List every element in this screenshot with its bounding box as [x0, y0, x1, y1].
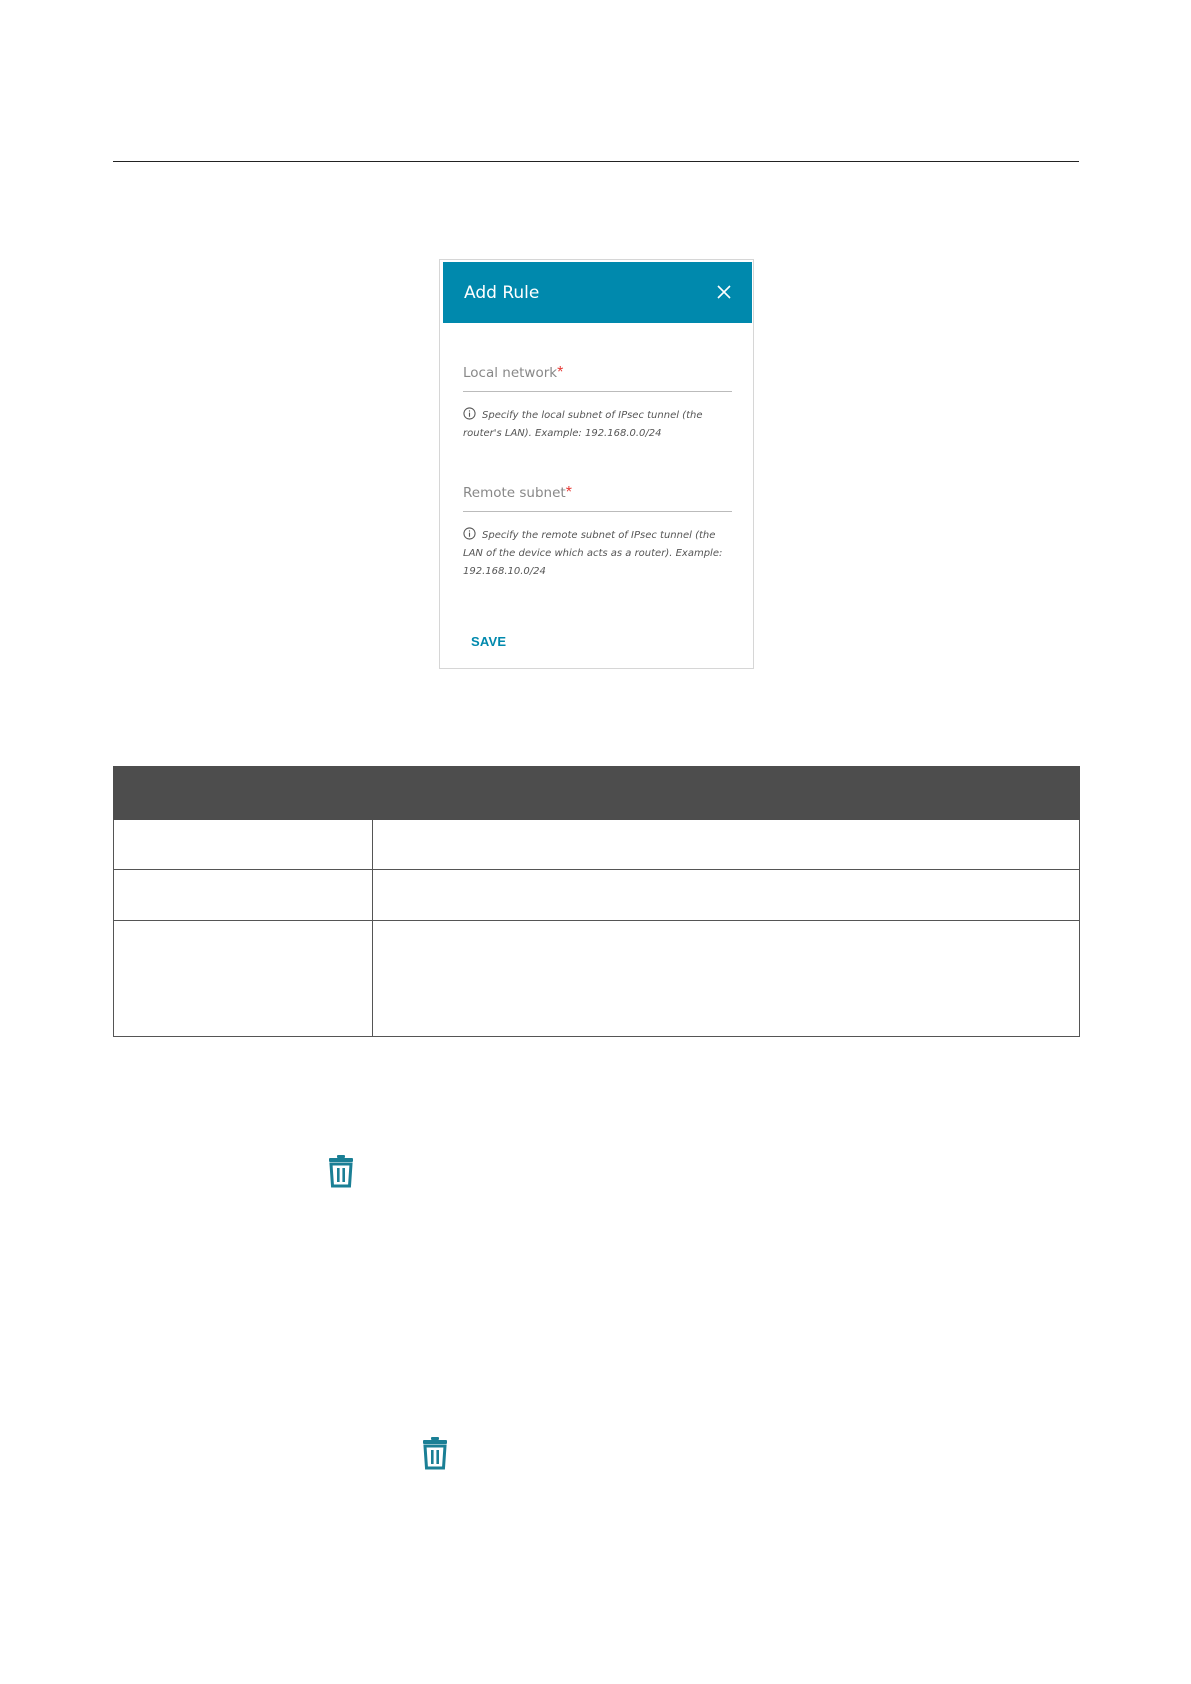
trash-icon — [327, 1154, 355, 1188]
remote-subnet-label: Remote subnet — [463, 485, 566, 501]
table-row — [114, 820, 1080, 870]
remote-subnet-hint — [463, 527, 735, 581]
required-mark: * — [565, 484, 572, 501]
required-mark: * — [557, 364, 564, 381]
table-header-cell — [373, 767, 1080, 820]
info-icon — [463, 407, 476, 420]
table-header-cell — [114, 767, 373, 820]
parameters-table — [113, 766, 1080, 1037]
local-network-underline — [463, 391, 732, 392]
table-cell — [114, 921, 373, 1037]
table-row — [114, 921, 1080, 1037]
table-cell — [114, 820, 373, 870]
remote-subnet-field[interactable] — [463, 484, 732, 514]
info-icon — [463, 527, 476, 540]
remote-subnet-underline — [463, 511, 732, 512]
dialog-title: Add Rule — [464, 283, 540, 303]
dialog-header — [443, 262, 752, 323]
trash-icon — [421, 1436, 449, 1470]
remote-subnet-hint-text: Specify the remote subnet of IPsec tunnel (the LAN of the device which acts as a router). Example: 192.168.10.0/24 — [463, 530, 723, 577]
save-button[interactable]: SAVE — [471, 634, 507, 649]
table-cell — [373, 820, 1080, 870]
close-icon[interactable] — [716, 284, 732, 300]
local-network-hint-text: Specify the local subnet of IPsec tunnel (the router's LAN). Example: 192.168.0.0/24 — [463, 410, 703, 439]
header-rule — [113, 161, 1079, 162]
table-row — [114, 870, 1080, 921]
local-network-hint — [463, 407, 735, 443]
table-cell — [373, 921, 1080, 1037]
table-cell — [373, 870, 1080, 921]
local-network-label: Local network — [463, 365, 558, 381]
table-cell — [114, 870, 373, 921]
table-header-row — [114, 767, 1080, 820]
local-network-field[interactable] — [463, 364, 732, 394]
add-rule-dialog — [439, 259, 754, 669]
